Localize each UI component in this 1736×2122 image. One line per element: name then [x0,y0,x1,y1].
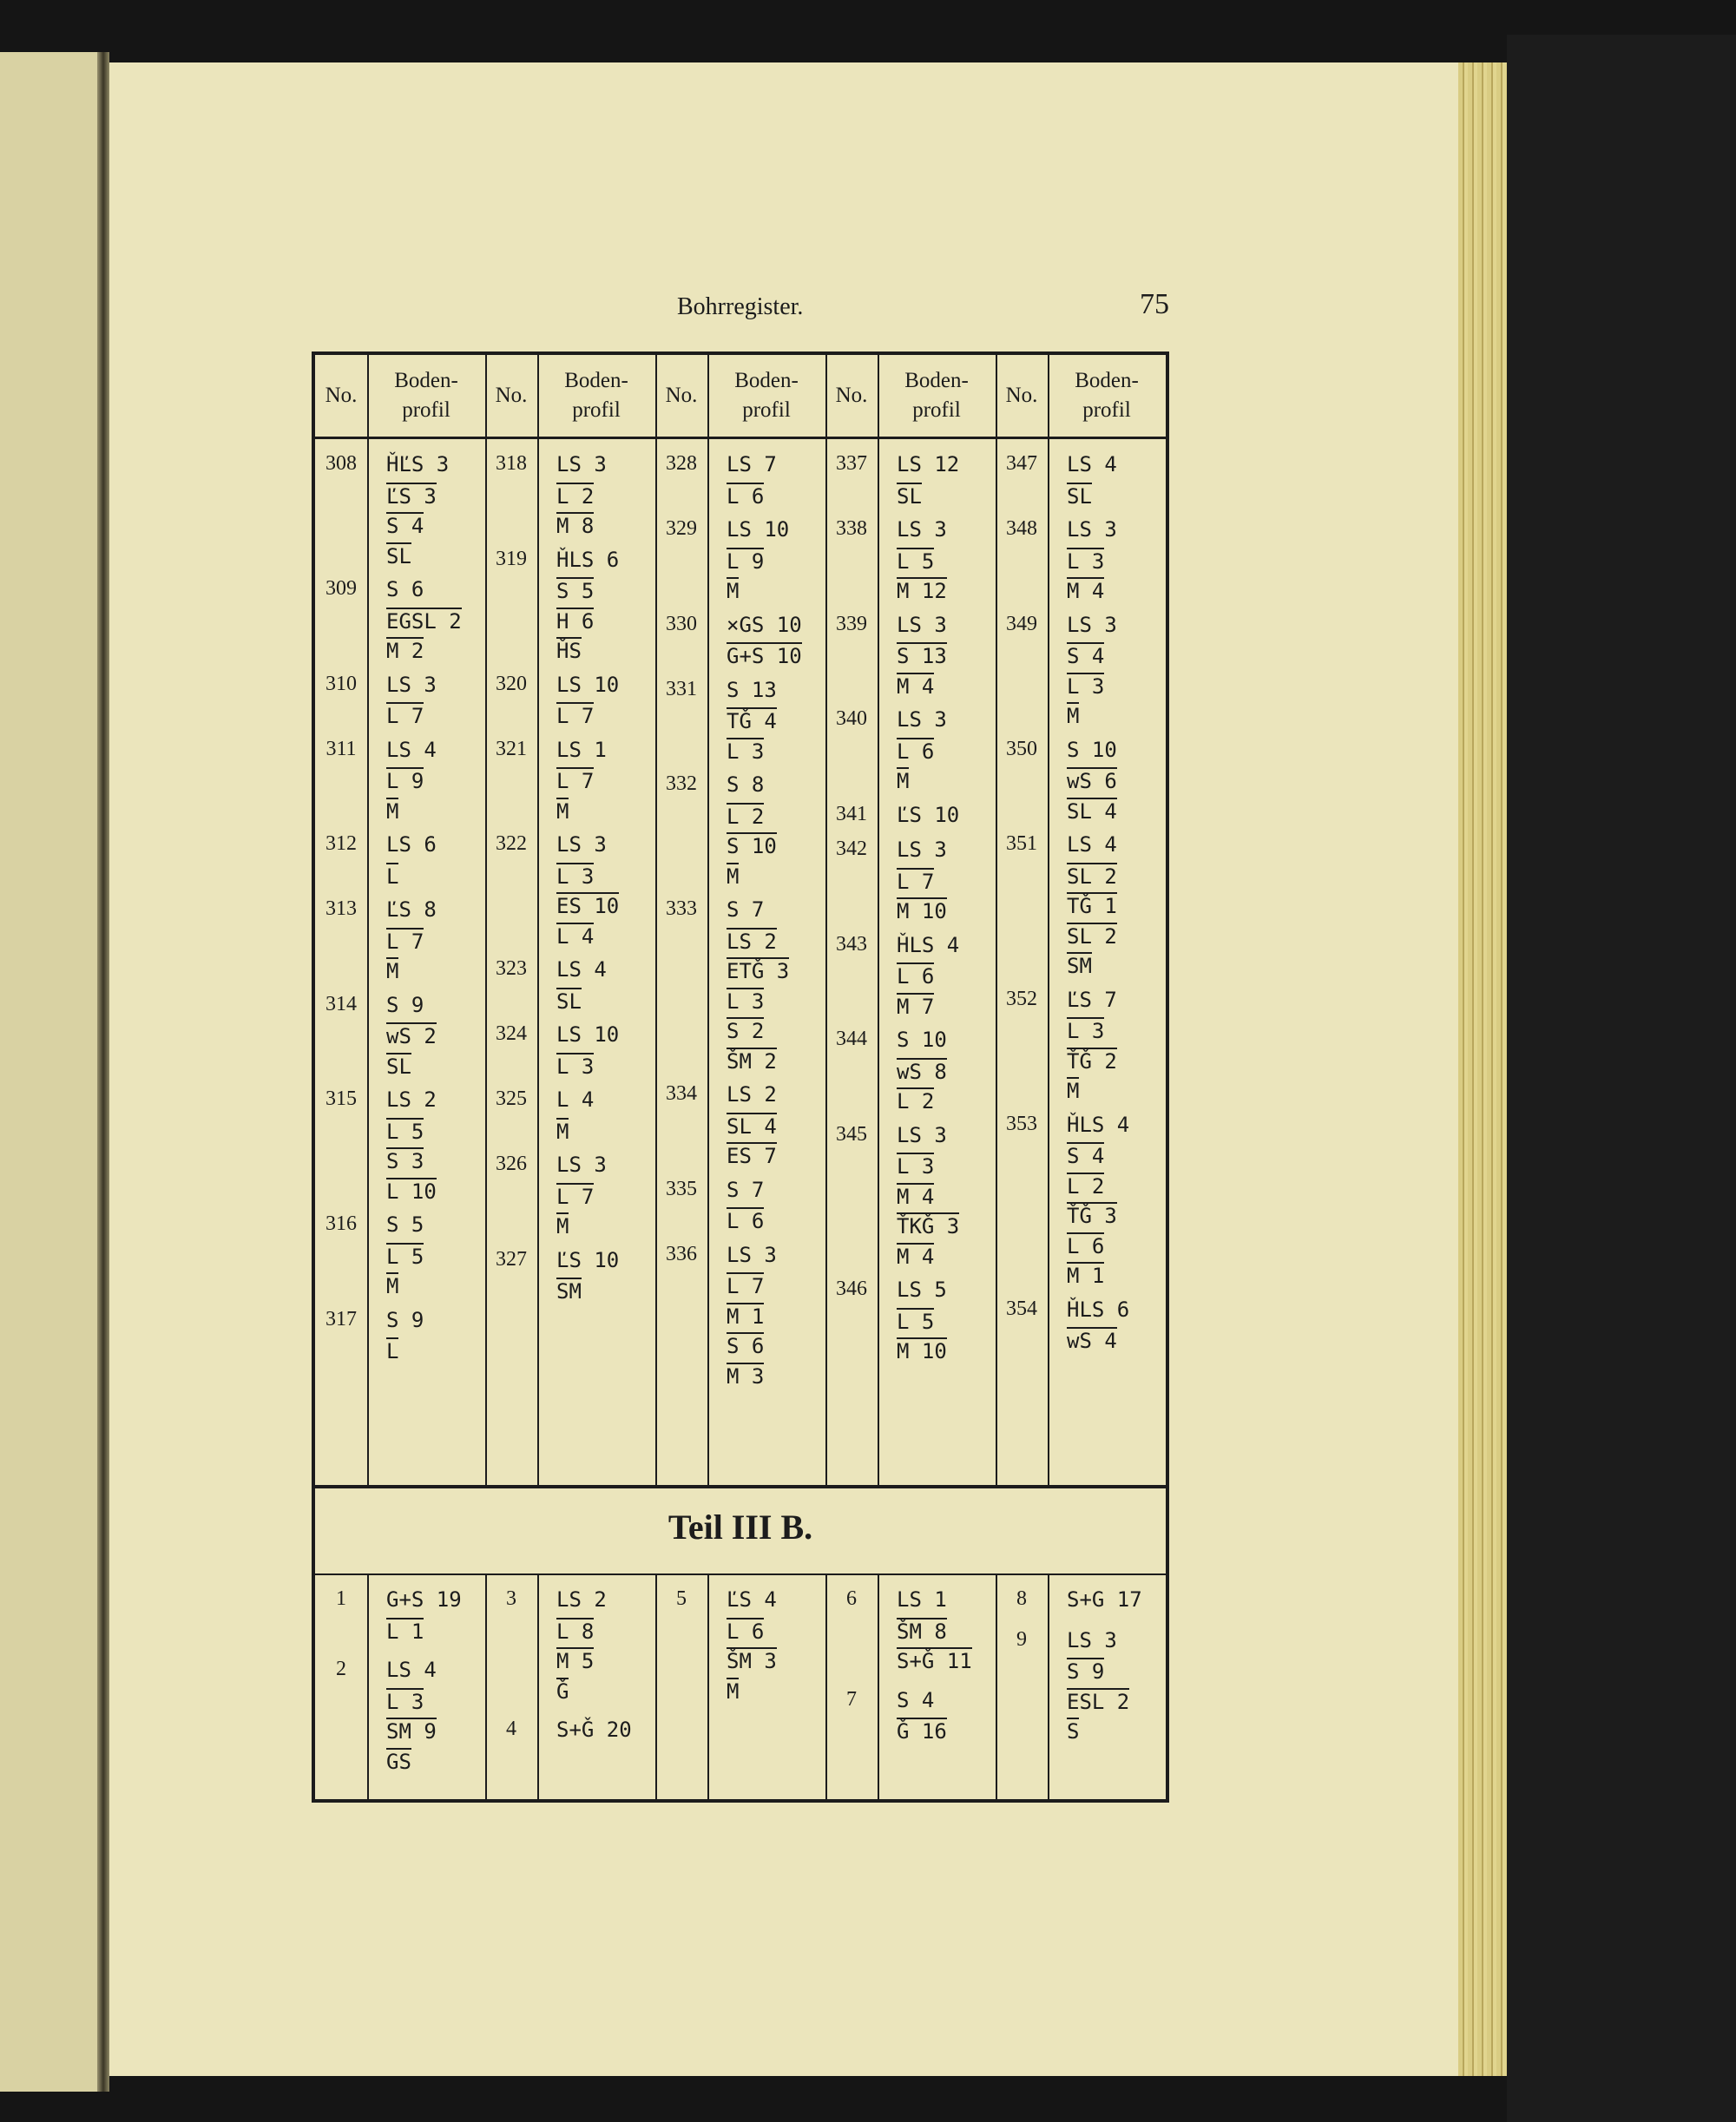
header-no: No. [1005,384,1038,407]
profile-layer: L 1 [386,1619,424,1644]
profile-layer: G+S 19 [386,1587,462,1612]
bohrung-number: 332 [666,772,697,795]
profile-layer: ŤKǦ 3 [897,1214,960,1238]
profile-layer: ES 7 [727,1144,777,1168]
profile-layer: wS 8 [897,1059,947,1084]
column-divider [485,355,487,1485]
bohrung-number: 335 [666,1177,697,1200]
profile-layer: S 7 [727,1177,765,1202]
profile-layer: LS 2 [556,1587,607,1612]
column-divider [367,1573,369,1803]
profile-layer: L 3 [386,1689,424,1714]
section-rule-top [315,1485,1166,1488]
bohrung-number: 327 [496,1247,527,1271]
profile-layer: SM 9 [386,1719,437,1744]
bohrung-number: 340 [836,707,867,730]
profile-layer: L 8 [556,1619,595,1644]
profile-layer: L 4 [556,1087,595,1112]
profile-layer: L 5 [386,1244,424,1269]
bohrung-number: 311 [326,737,357,760]
profile-layer: LS 2 [386,1087,437,1112]
profile-layer: ĽS 10 [897,802,960,827]
bohrung-number: 320 [496,672,527,695]
profile-layer: SL 4 [727,1114,777,1139]
header-no: No. [835,384,868,407]
profile-layer: L 7 [556,769,595,793]
header-profile: Boden- profil [734,369,799,422]
profile-layer: LS 3 [556,452,607,476]
profile-layer: S 6 [386,577,424,601]
profile-layer: LS 3 [897,1122,947,1147]
profile-layer: L 7 [556,704,595,728]
profile-layer: L 7 [386,929,424,954]
profile-layer: LS 3 [897,517,947,542]
profile-layer: ĽS 4 [727,1587,777,1612]
profile-layer: M [727,864,740,889]
profile-layer: S 5 [386,1212,424,1237]
profile-layer: S+Ǧ 11 [897,1649,972,1673]
bohrung-number: 352 [1006,987,1037,1010]
bohrung-number: 331 [666,677,697,700]
book-cover [1507,35,1736,2122]
profile-layer: S 5 [556,579,595,603]
profile-layer: L 5 [897,1309,935,1334]
profile-layer: LS 5 [897,1278,947,1302]
profile-layer: SL 2 [1067,923,1117,949]
profile-layer: ŤǦ 2 [1067,1048,1117,1074]
profile-layer: M 8 [556,514,595,538]
profile-layer: S 8 [727,772,765,797]
left-page-edge [0,52,100,2092]
profile-layer: LS 3 [727,1242,777,1267]
profile-layer: L 2 [897,1089,935,1114]
bohrung-number: 313 [326,897,357,920]
profile-layer: LS 3 [556,1153,607,1177]
bohrung-number: 348 [1006,517,1037,540]
column-divider [996,355,997,1485]
profile-layer: L 7 [897,869,935,894]
profile-layer: L 3 [897,1154,935,1179]
profile-layer: ŤǦ 3 [1067,1204,1117,1228]
profile-layer: LS 3 [1067,1627,1117,1652]
profile-layer: ȞLS 6 [556,547,620,572]
bohrung-number: 308 [326,452,357,475]
profile-layer: M [556,1119,569,1144]
profile-layer: LS 4 [1067,832,1117,857]
profile-layer: ĽS 10 [556,1247,620,1272]
bohrung-number: 333 [666,897,697,920]
profile-layer: ĽS 7 [1067,987,1117,1012]
column-divider [1048,355,1049,1485]
header-profile: Boden- profil [904,369,969,422]
profile-layer: LS 10 [727,517,790,542]
profile-layer: ETǦ 3 [727,959,790,983]
column-divider [537,355,539,1485]
section-rule-bottom [315,1573,1166,1575]
bohrung-number: 334 [666,1082,697,1105]
profile-layer: M [1067,704,1080,728]
profile-layer: L 4 [556,923,595,949]
header-no: No. [325,384,358,407]
profile-layer: L 3 [1067,549,1105,574]
page-number: 75 [1140,288,1169,320]
profile-layer: ȞLS 4 [897,932,960,957]
profile-layer: L 6 [897,964,935,989]
bohrung-number: 325 [496,1087,527,1110]
profile-layer: LS 3 [1067,517,1117,542]
profile-layer: M 4 [1067,579,1105,603]
profile-layer: ȞLS 4 [1067,1112,1130,1137]
profile-layer: S 7 [727,897,765,922]
profile-layer: S 2 [727,1019,765,1043]
profile-layer: M 10 [897,899,947,923]
profile-layer: S 4 [386,514,424,538]
profile-layer: LS 3 [897,612,947,637]
profile-layer: wS 4 [1067,1329,1117,1353]
profile-layer: L 2 [556,483,595,509]
bohrung-number: 324 [496,1022,527,1045]
profile-layer: ŠM 2 [727,1048,777,1074]
bohrung-number: 310 [326,672,357,695]
profile-layer: ĽS 8 [386,897,437,922]
bohrung-number: 309 [326,577,357,600]
profile-layer: L 10 [386,1179,437,1204]
profile-layer: ȞLS 6 [1067,1297,1130,1322]
bohrung-number: 329 [666,517,697,540]
profile-layer: ŠM 3 [727,1649,777,1673]
profile-layer: M 3 [727,1363,765,1389]
profile-layer: L 6 [727,1209,765,1233]
profile-layer: SL 4 [1067,798,1117,824]
profile-layer: LS 4 [386,1658,437,1682]
header-rule [315,437,1166,439]
profile-layer: S 3 [386,1149,424,1173]
bohrung-number: 315 [326,1087,357,1110]
bohrung-number: 9 [1016,1627,1027,1651]
profile-layer: SM [1067,954,1092,978]
profile-layer: wS 2 [386,1024,437,1048]
profile-layer: LS 3 [386,672,437,697]
bohrung-number: 1 [336,1587,346,1610]
profile-layer: L 5 [386,1119,424,1144]
column-divider [655,355,657,1485]
profile-layer: M [727,579,740,603]
profile-layer: S 9 [386,1307,424,1332]
profile-layer: S [1067,1719,1080,1744]
bohrung-number: 350 [1006,737,1037,760]
profile-layer: ×GS 10 [727,612,802,637]
profile-layer: M [727,1679,740,1704]
profile-layer: L 6 [897,739,935,764]
profile-layer: S 4 [1067,644,1105,668]
bohrung-number: 326 [496,1153,527,1175]
profile-layer: LS 12 [897,452,960,476]
bohrung-number: 8 [1016,1587,1027,1610]
bohrung-number: 330 [666,612,697,635]
profile-layer: L 6 [1067,1233,1105,1258]
profile-layer: S+Ǧ 20 [556,1718,632,1742]
column-divider [655,1573,657,1803]
column-divider [707,355,709,1485]
profile-layer: L 2 [1067,1173,1105,1199]
header-profile: Boden- profil [394,369,458,422]
profile-layer: M 4 [897,1184,935,1209]
profile-layer: M 1 [727,1304,765,1329]
column-divider [1048,1573,1049,1803]
header-no: No. [665,384,698,407]
profile-layer: S 13 [727,677,777,702]
profile-layer: L 9 [386,769,424,793]
profile-layer: TǦ 1 [1067,894,1117,918]
profile-layer: ESL 2 [1067,1689,1130,1714]
profile-layer: L 3 [556,1054,595,1079]
profile-layer: L 7 [556,1184,595,1209]
column-divider [367,355,369,1485]
book-gutter [97,52,109,2092]
profile-layer: M 4 [897,673,935,699]
profile-layer: LS 6 [386,832,437,857]
profile-layer: ĽS 3 [386,483,437,509]
bohrung-number: 4 [506,1718,516,1740]
profile-layer: M [386,798,399,824]
bohrung-number: 314 [326,992,357,1015]
profile-layer: LS 3 [556,832,607,857]
header-profile: Boden- profil [564,369,628,422]
section-title: Teil III B. [667,1508,813,1547]
profile-layer: M 1 [1067,1264,1105,1288]
column-divider [537,1573,539,1803]
profile-layer: M [386,1274,399,1298]
bohrung-number: 351 [1006,832,1037,855]
bohrregister-table [312,351,1169,1803]
bohrung-number: 353 [1006,1112,1037,1135]
profile-layer: M [1067,1079,1080,1103]
column-divider [878,1573,879,1803]
bohrung-number: 7 [846,1687,857,1711]
bohrung-number: 344 [836,1028,867,1050]
profile-layer: M 2 [386,639,424,663]
bohrung-number: 2 [336,1658,346,1680]
profile-layer: M 12 [897,579,947,603]
profile-layer: L 3 [556,864,595,889]
bohrung-number: 341 [836,802,867,825]
profile-layer: M 5 [556,1649,595,1673]
profile-layer: L 7 [727,1274,765,1298]
profile-layer: L 6 [727,483,765,509]
profile-layer: SL [386,1054,411,1079]
bohrung-number: 346 [836,1278,867,1300]
profile-layer: LS 4 [1067,452,1117,476]
profile-layer: SL [386,543,411,568]
bohrung-number: 345 [836,1122,867,1146]
profile-layer: LS 2 [727,1082,777,1107]
profile-layer: S+G 17 [1067,1587,1142,1612]
header-no: No. [495,384,528,407]
column-divider [996,1573,997,1803]
bohrung-number: 339 [836,612,867,635]
profile-layer: LS 4 [386,737,437,762]
profile-layer: S 9 [1067,1659,1105,1684]
profile-layer: S 10 [727,834,777,858]
profile-layer: M [897,769,910,793]
profile-layer: L 5 [897,549,935,574]
profile-layer: SL [897,483,922,509]
profile-layer: LS 4 [556,957,607,982]
page-edges [1458,62,1507,2076]
profile-layer: G+S 10 [727,644,802,668]
bohrung-number: 312 [326,832,357,855]
bohrung-number: 319 [496,547,527,570]
profile-layer: S 6 [727,1334,765,1358]
profile-layer: S 4 [897,1687,935,1712]
bohrung-number: 337 [836,452,867,475]
bohrung-number: 321 [496,737,527,760]
profile-layer: S 13 [897,644,947,668]
bohrung-number: 354 [1006,1297,1037,1320]
profile-layer: LS 2 [727,929,777,954]
profile-layer: LS 1 [897,1587,947,1612]
profile-layer: L 6 [727,1619,765,1644]
bohrung-number: 6 [846,1587,857,1610]
profile-layer: L 3 [727,739,765,764]
profile-layer: L 3 [1067,1019,1105,1043]
bohrung-number: 318 [496,452,527,475]
bohrung-number: 322 [496,832,527,855]
profile-layer: SL 2 [1067,864,1117,889]
profile-layer: S 10 [897,1028,947,1052]
profile-layer: LS 3 [897,707,947,732]
profile-layer: ŠM 8 [897,1619,947,1644]
profile-layer: SL [556,989,582,1014]
bohrung-number: 3 [506,1587,516,1610]
running-head: Bohrregister. [677,293,804,320]
profile-layer: GS [386,1749,411,1774]
profile-layer: LS 10 [556,672,620,697]
column-divider [825,1573,827,1803]
profile-layer: L 3 [727,989,765,1014]
profile-layer: M [556,1214,569,1238]
bohrung-number: 5 [676,1587,687,1610]
bohrung-number: 349 [1006,612,1037,635]
bohrung-number: 316 [326,1212,357,1235]
profile-layer: M 7 [897,994,935,1019]
profile-layer: ȞS [556,639,582,663]
bohrung-number: 323 [496,957,527,980]
profile-layer: L 2 [727,804,765,829]
profile-layer: M 10 [897,1339,947,1363]
bohrung-number: 347 [1006,452,1037,475]
bohrung-number: 317 [326,1307,357,1330]
column-divider [825,355,827,1485]
profile-layer: LS 3 [1067,612,1117,637]
bohrung-number: 328 [666,452,697,475]
column-divider [485,1573,487,1803]
profile-layer: S 10 [1067,737,1117,762]
profile-layer: LS 3 [897,838,947,862]
column-divider [878,355,879,1485]
profile-layer: ȞĽS 3 [386,452,450,476]
profile-layer: EGSL 2 [386,608,462,634]
profile-layer: L 9 [727,549,765,574]
profile-layer: S 4 [1067,1144,1105,1168]
header-profile: Boden- profil [1075,369,1139,422]
bohrung-number: 338 [836,517,867,540]
profile-layer: Ǧ [556,1679,569,1704]
bohrung-number: 343 [836,932,867,956]
profile-layer: wS 6 [1067,769,1117,793]
profile-layer: SL [1067,483,1092,509]
profile-layer: TǦ 4 [727,709,777,733]
profile-layer: SM [556,1279,582,1304]
bohrung-number: 342 [836,838,867,860]
profile-layer: M [386,959,399,983]
profile-layer: S 9 [386,992,424,1017]
profile-layer: LS 1 [556,737,607,762]
profile-layer: LS 10 [556,1022,620,1047]
profile-layer: L 3 [1067,673,1105,699]
profile-layer: L 7 [386,704,424,728]
column-divider [707,1573,709,1803]
bohrung-number: 336 [666,1242,697,1265]
profile-layer: Ǧ 16 [897,1719,947,1744]
profile-layer: H 6 [556,608,595,634]
profile-layer: LS 7 [727,452,777,476]
profile-layer: M [556,798,569,824]
profile-layer: L [386,864,399,889]
profile-layer: ES 10 [556,894,620,918]
profile-layer: M 4 [897,1244,935,1269]
profile-layer: L [386,1339,399,1363]
